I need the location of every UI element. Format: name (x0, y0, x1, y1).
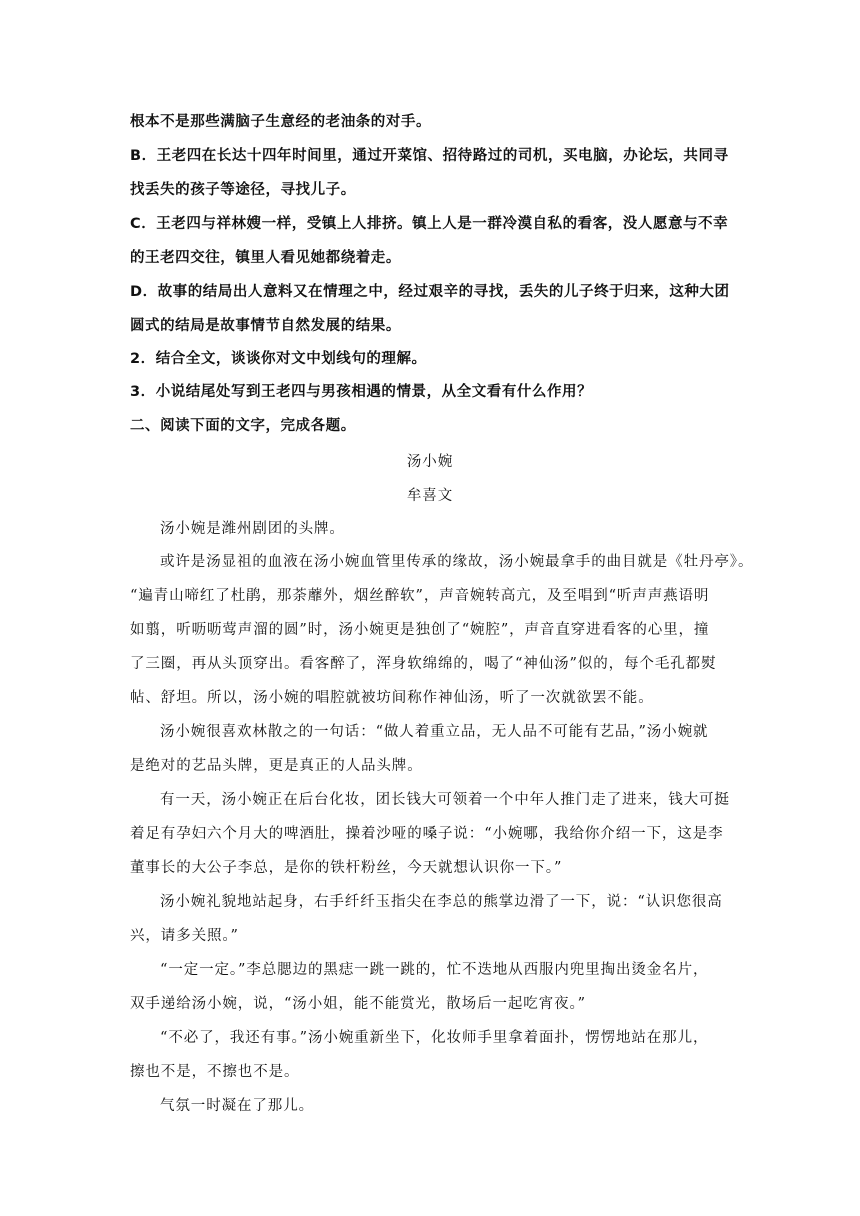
story-paragraph-line: 着足有孕妇六个月大的啤酒肚，操着沙哑的嗓子说：“小婉哪，我给你介绍一下，这是李 (130, 826, 724, 842)
story-paragraph-line: 董事长的大公子李总，是你的铁杆粉丝，今天就想认识你一下。” (130, 860, 563, 876)
question-3: 3．小说结尾处写到王老四与男孩相遇的情景，从全文看有什么作用？ (130, 384, 593, 400)
story-paragraph-line: 有一天，汤小婉正在后台化妆，团长钱大可领着一个中年人推门走了进来，钱大可挺 (160, 792, 730, 808)
story-paragraph-line: 汤小婉礼貌地站起身，右手纤纤玉指尖在李总的熊掌边滑了一下，说：“认识您很高 (160, 894, 723, 910)
option-b-line-1: B．王老四在长达十四年时间里，通过开菜馆、招待路过的司机，买电脑，办论坛，共同寻 (130, 148, 729, 164)
story-paragraph-line: 擦也不是，不擦也不是。 (130, 1064, 300, 1080)
story-paragraph-line: 汤小婉是潍州剧团的头牌。 (160, 521, 345, 537)
story-paragraph-line: 汤小婉很喜欢林散之的一句话：“做人着重立品，无人品不可能有艺品，”汤小婉就 (160, 724, 709, 740)
story-paragraph-line: “遍青山啼红了杜鹃，那荼蘼外，烟丝醉软”，声音婉转高亢，及至唱到“听声声燕语明 (130, 588, 710, 604)
option-a-tail: 根本不是那些满脑子生意经的老油条的对手。 (130, 114, 431, 130)
section-2-heading: 二、阅读下面的文字，完成各题。 (130, 418, 356, 434)
question-2: 2．结合全文，谈谈你对文中划线句的理解。 (130, 351, 427, 367)
option-c-line-2: 的王老四交往，镇里人看见她都绕着走。 (130, 250, 401, 266)
story-paragraph-line: “不必了，我还有事。”汤小婉重新坐下，化妆师手里拿着面扑，愣愣地站在那儿， (160, 1030, 709, 1046)
option-c-line-1: C．王老四与祥林嫂一样，受镇上人排挤。镇上人是一群冷漠自私的看客，没人愿意与不幸 (130, 216, 729, 232)
story-paragraph-line: 帖、舒坦。所以，汤小婉的唱腔就被坊间称作神仙汤，听了一次就欲罢不能。 (130, 690, 654, 706)
story-paragraph-line: 双手递给汤小婉，说，“汤小姐，能不能赏光，散场后一起吃宵夜。” (130, 996, 586, 1012)
story-paragraph-line: “一定一定。”李总腮边的黑痣一跳一跳的，忙不迭地从西服内兜里掏出烫金名片， (160, 962, 709, 978)
story-paragraph-line: 是绝对的艺品头牌，更是真正的人品头牌。 (130, 758, 423, 774)
story-paragraph-line: 如翦，听呖呖莺声溜的圆”时，汤小婉更是独创了“婉腔”，声音直穿进看客的心里，撞 (130, 622, 710, 638)
option-d-line-2: 圆式的结局是故事情节自然发展的结果。 (130, 318, 401, 334)
story-paragraph-line: 兴，请多关照。” (130, 928, 239, 944)
option-b-line-2: 找丢失的孩子等途径，寻找儿子。 (130, 182, 356, 198)
story-paragraph-line: 了三圈，再从头顶穿出。看客醉了，浑身软绵绵的，喝了“神仙汤”似的，每个毛孔都熨 (130, 656, 717, 672)
story-author: 牟喜文 (406, 488, 454, 504)
option-d-line-1: D．故事的结局出人意料又在情理之中，经过艰辛的寻找，丢失的儿子终于归来，这种大团 (130, 284, 730, 300)
story-paragraph-line: 或许是汤显祖的血液在汤小婉血管里传承的缘故，汤小婉最拿手的曲目就是《牡丹亭》。 (160, 554, 754, 570)
story-title: 汤小婉 (406, 454, 454, 470)
story-paragraph-line: 气氛一时凝在了那儿。 (160, 1098, 314, 1114)
